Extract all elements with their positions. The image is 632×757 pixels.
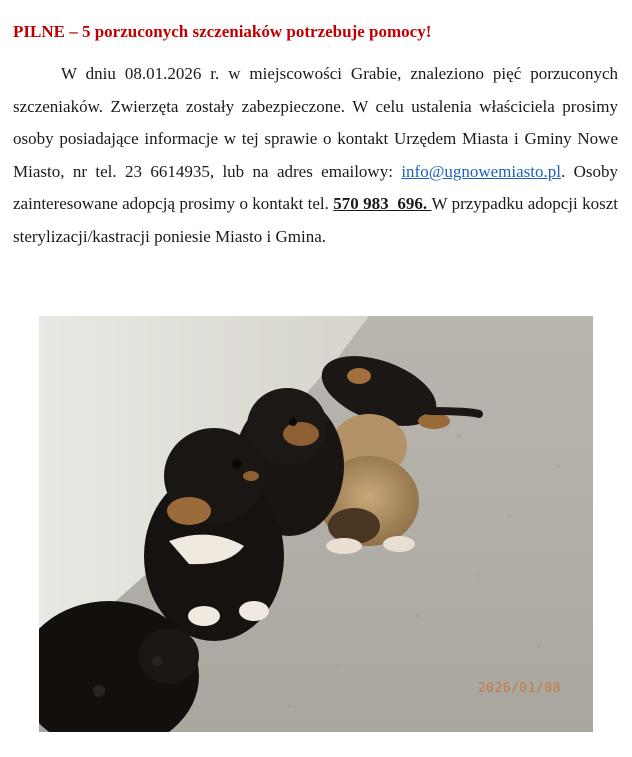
paragraph-text-1: W dniu 08.01.2026 r. w miejscowości Grabie, znaleziono pięć porzuconych szczeniaków. Zwierzęta zostały zabezpieczone. W celu ustalenia właściciela prosimy osoby posiadające informacje w tej sprawie o kontakt Urzędem Miasta i Gminy Nowe Miasto, nr tel. 23 6614935, lub na adres emailowy: [13,64,618,181]
paragraph-text-3: W przypadku adopcji koszt sterylizacji/kastracji poniesie Miasto i Gmina. [13,194,619,246]
paragraph-text-2: . Osoby zainteresowane adopcją prosimy o kontakt tel. [13,161,618,214]
email-link[interactable]: info@ugnowemiasto.pl [401,161,561,181]
notice-title: PILNE – 5 porzuconych szczeniaków potrzebuje pomocy! [13,22,432,41]
puppies-photo [39,316,593,732]
photo-date-stamp: 2026/01/08 [477,681,561,696]
puppies-illustration [39,316,593,732]
notice-paragraph [13,58,618,254]
phone-number: 570 983 696. [333,194,432,214]
